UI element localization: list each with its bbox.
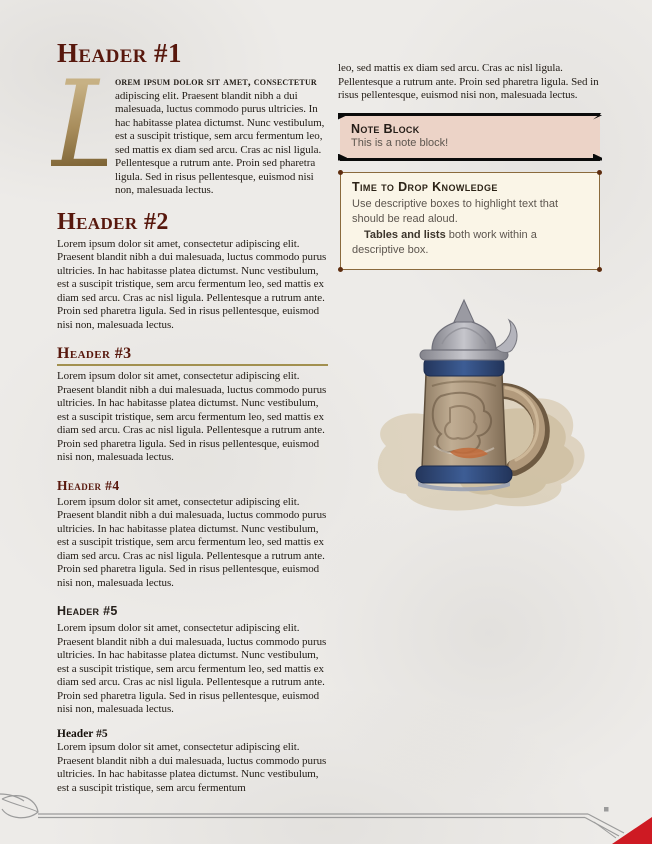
header-3: Header #3 bbox=[57, 345, 328, 366]
footer-bend-extra bbox=[594, 822, 616, 838]
section3-paragraph: Lorem ipsum dolor sit amet, consectetur adipiscing elit. Praesent blandit nibh a dui malesuada, luctus commodo purus ultricies. In hac habitasse platea dictumst. Nunc vestibulum, est a suscipit tristique, sem arcu fermentum leo, sed mattis ex diam sed arcu. Cras ac nisl ligula. Pellentesque a rutrum ante. Proin sed pharetra ligula. Sed in risus pellentesque, euismod nisi non, malesuada lectus. bbox=[57, 370, 327, 463]
descriptive-box bbox=[340, 172, 600, 270]
descriptive-box-line2 bbox=[352, 228, 588, 259]
header-5-bold: Header #5 bbox=[57, 727, 108, 740]
stein-lid bbox=[432, 320, 496, 350]
note-ribbon-corner-icon bbox=[593, 154, 602, 161]
ornate-dropcap-letter: L bbox=[51, 56, 131, 195]
lead-paragraph bbox=[51, 56, 328, 198]
footer-square-dot-icon bbox=[604, 807, 609, 812]
stein-rim bbox=[420, 350, 508, 360]
note-block-body: This is a note block! bbox=[351, 136, 449, 149]
section4-paragraph: Lorem ipsum dolor sit amet, consectetur adipiscing elit. Praesent blandit nibh a dui malesuada, luctus commodo purus ultricies. In hac habitasse platea dictumst. Nunc vestibulum, est a suscipit tristique, sem arcu fermentum leo, sed mattis ex diam sed arcu. Cras ac nisl ligula. Pellentesque a rutrum ante. Proin sed pharetra ligula. Sed in risus pellentesque, euismod nisi non, malesuada lectus. bbox=[57, 495, 327, 589]
lead-paragraph-text: adipiscing elit. Praesent blandit nibh a dui malesuada, luctus commodo purus ultricies. In hac habitasse platea dictumst. Nunc vestibulum, est a suscipit tristique, sem arcu fermentum leo, sed mattis ex diam sed arcu. Cras ac nisl ligula. Pellentesque a rutrum ante. Proin sed pharetra ligula. Sed in risus pellentesque, euismod nisi non, malesuada lectus. bbox=[115, 89, 325, 196]
section5-paragraph: Lorem ipsum dolor sit amet, consectetur adipiscing elit. Praesent blandit nibh a dui malesuada, luctus commodo purus ultricies. In hac habitasse platea dictumst. Nunc vestibulum, est a suscipit tristique, sem arcu fermentum leo, sed mattis ex diam sed arcu. Cras ac nisl ligula. Pellentesque a rutrum ante. Proin sed pharetra ligula. Sed in risus pellentesque, euismod nisi non, malesuada lectus. bbox=[57, 622, 327, 715]
descriptive-box-line1: Use descriptive boxes to highlight text that should be read aloud. bbox=[352, 197, 559, 225]
descriptive-box-line2-bold: Tables and lists bbox=[364, 228, 446, 241]
stein-blue-band-top bbox=[424, 358, 504, 376]
section6-paragraph-truncated: Lorem ipsum dolor sit amet, consectetur adipiscing elit. Praesent blandit nibh a dui malesuada, luctus commodo purus ultricies. In hac habitasse platea dictumst. Nunc vestibulum, est a suscipit tristique, sem arcu fermentum bbox=[57, 741, 327, 794]
footer-flourish bbox=[0, 792, 652, 844]
footer-bend-bottom bbox=[585, 818, 619, 837]
stein-illustration bbox=[346, 296, 598, 516]
lead-smallcaps-text: orem ipsum dolor sit amet, consectetur bbox=[115, 76, 317, 88]
note-ribbon-corner-icon bbox=[338, 113, 347, 120]
stein-thumb-lever bbox=[496, 320, 517, 352]
section2-paragraph: Lorem ipsum dolor sit amet, consectetur adipiscing elit. Praesent blandit nibh a dui malesuada, luctus commodo purus ultricies. In hac habitasse platea dictumst. Nunc vestibulum, est a suscipit tristique, sem arcu fermentum leo, sed mattis ex diam sed arcu. Cras ac nisl ligula. Pellentesque a rutrum ante. Proin sed pharetra ligula. Sed in risus pellentesque, euismod nisi non, malesuada lectus. bbox=[57, 237, 327, 331]
descriptive-box-line2-rest: both work within a descriptive box. bbox=[352, 228, 537, 256]
column-continuation-paragraph: leo, sed mattis ex diam sed arcu. Cras ac nisl ligula. Pellentesque a rutrum ante. Proin sed pharetra ligula. Sed in risus pellentesque, euismod nisi non, malesuada lectus. bbox=[338, 62, 599, 101]
box-corner-dot-icon bbox=[597, 170, 602, 175]
stein-finial bbox=[454, 300, 474, 322]
note-ribbon-corner-icon bbox=[338, 154, 347, 161]
header-1: Header #1 bbox=[57, 38, 182, 68]
stein-blue-band-bottom bbox=[416, 466, 512, 483]
left-column bbox=[51, 38, 328, 795]
box-corner-dot-icon bbox=[338, 170, 343, 175]
header-5: Header #5 bbox=[57, 604, 118, 618]
stein-illustration-svg bbox=[346, 296, 598, 516]
note-block-title: Note Block bbox=[351, 121, 420, 136]
box-corner-dot-icon bbox=[597, 267, 602, 272]
note-block bbox=[340, 113, 600, 161]
right-column bbox=[338, 62, 602, 516]
descriptive-box-title: Time to Drop Knowledge bbox=[352, 179, 498, 194]
header-2: Header #2 bbox=[57, 208, 169, 235]
note-ribbon-corner-icon bbox=[593, 113, 602, 120]
header-4: Header #4 bbox=[57, 477, 120, 493]
box-corner-dot-icon bbox=[338, 267, 343, 272]
